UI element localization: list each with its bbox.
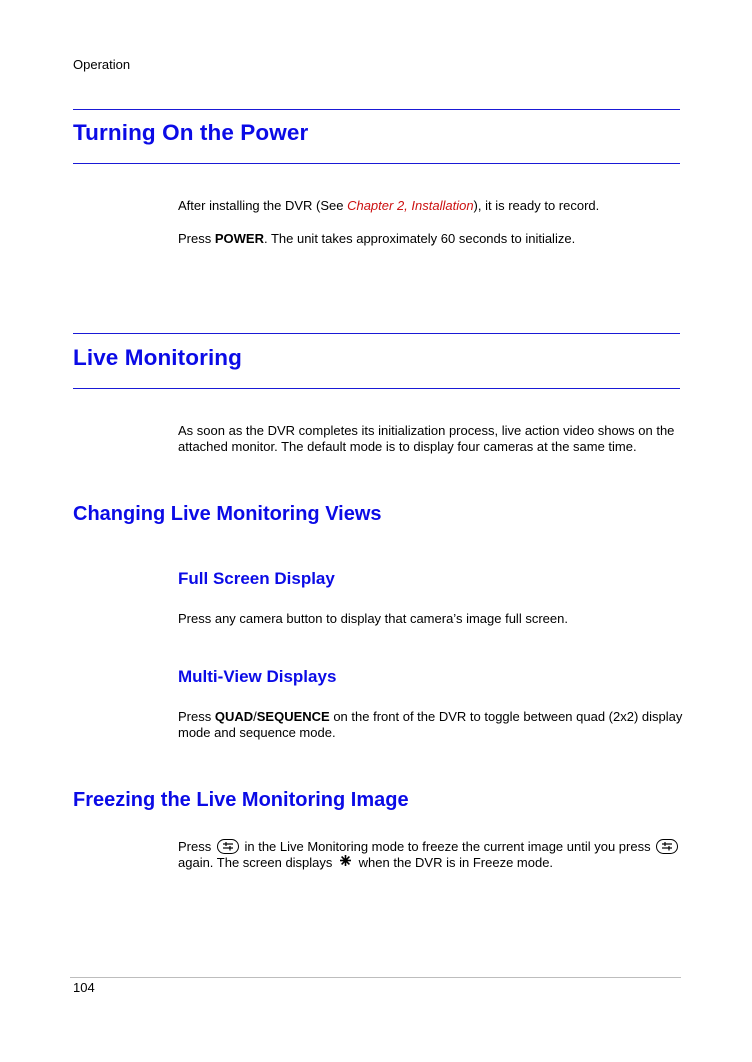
section-title-live: Live Monitoring [73, 345, 242, 370]
power-paragraph-2: Press POWER. The unit takes approximately 60 seconds to initialize. [178, 231, 576, 246]
footer-rule [70, 977, 681, 978]
freeze-paragraph: Press in the Live Monitoring mode to freeze the current image until you press again. The screen displays when the DVR is in Freeze mode. [178, 839, 683, 872]
running-head: Operation [73, 57, 131, 72]
section-rule-top [73, 333, 680, 334]
power-paragraph-1: After installing the DVR (See Chapter 2, Installation), it is ready to record. [178, 198, 600, 213]
chapter-link[interactable]: Chapter 2, Installation [347, 198, 474, 213]
freeze-indicator-icon [339, 854, 352, 871]
section-rule-top [73, 109, 680, 110]
page-number: 104 [73, 980, 95, 995]
freeze-button-icon [656, 839, 678, 854]
subsection-title-freeze: Freezing the Live Monitoring Image [73, 789, 409, 811]
section-title-power: Turning On the Power [73, 120, 309, 145]
full-screen-paragraph: Press any camera button to display that camera’s image full screen. [178, 611, 568, 626]
live-paragraph-1: As soon as the DVR completes its initialization process, live action video shows on the attached monitor. The default mode is to display four cameras at the same time. [178, 423, 675, 454]
section-rule-bottom [73, 388, 680, 389]
freeze-button-icon [217, 839, 239, 854]
subsection-title-views: Changing Live Monitoring Views [73, 503, 382, 525]
subsection-title-multi-view: Multi-View Displays [178, 667, 337, 686]
subsection-title-full-screen: Full Screen Display [178, 569, 335, 588]
section-rule-bottom [73, 163, 680, 164]
multi-view-paragraph: Press QUAD/SEQUENCE on the front of the DVR to toggle between quad (2x2) display mode and sequence mode. [178, 709, 683, 740]
